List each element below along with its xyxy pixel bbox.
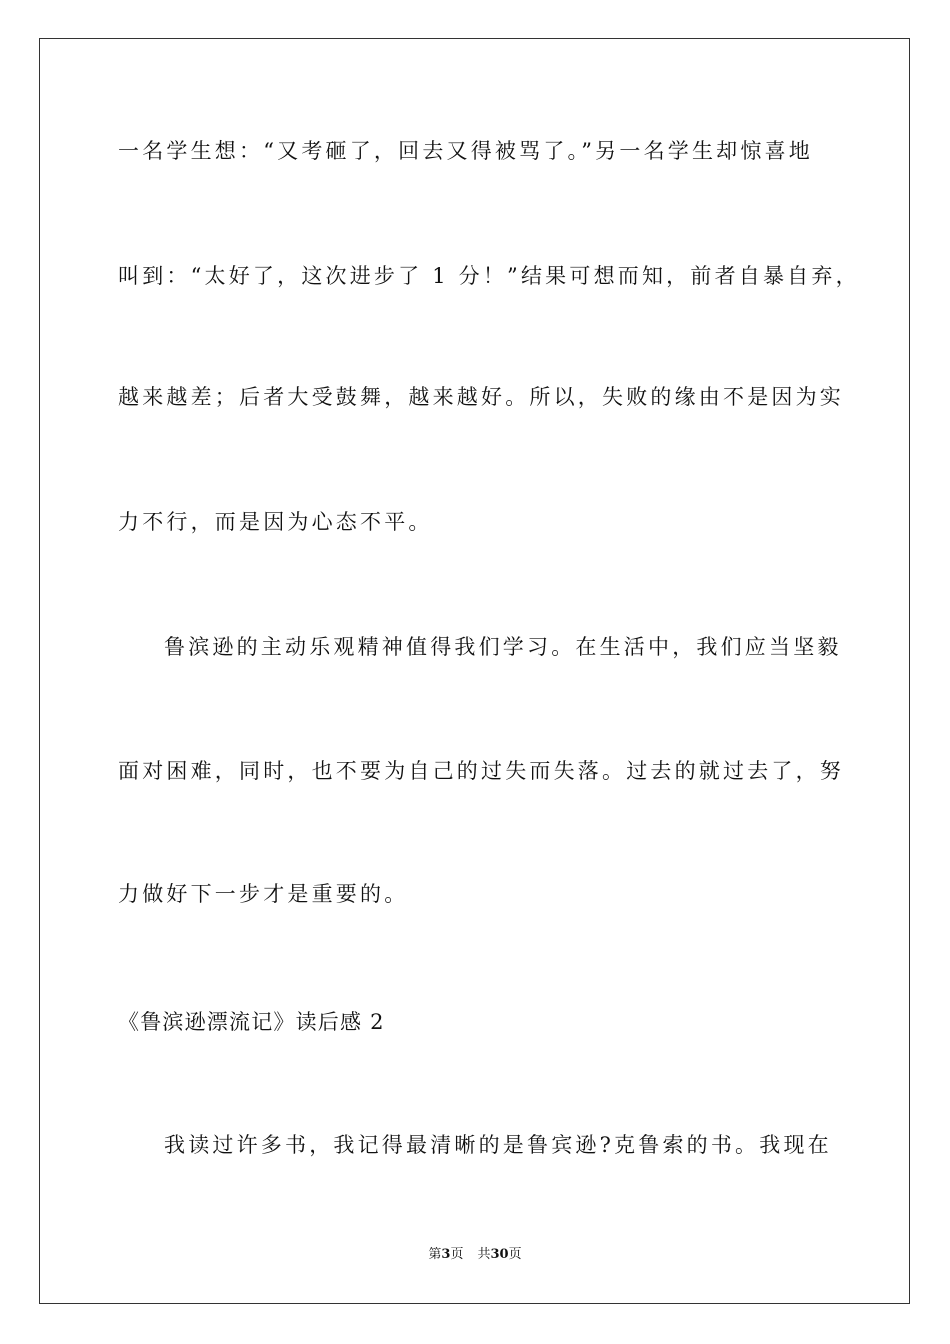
total-suffix: 页 bbox=[508, 1247, 522, 1262]
page-footer bbox=[0, 1246, 950, 1264]
body-text-line: 面对困难，同时，也不要为自己的过失而失落。过去的就过去了，努 bbox=[118, 759, 844, 783]
total-pages: 30 bbox=[490, 1247, 509, 1262]
body-text-line: 一名学生想：“又考砸了，回去又得被骂了。”另一名学生却惊喜地 bbox=[118, 139, 813, 163]
section-heading: 《鲁滨逊漂流记》读后感 2 bbox=[118, 1010, 385, 1034]
page-number: 3 bbox=[441, 1247, 451, 1262]
paragraph-first-line: 我读过许多书，我记得最清晰的是鲁宾逊?克鲁索的书。我现在 bbox=[164, 1133, 832, 1157]
body-text-line: 力做好下一步才是重要的。 bbox=[118, 882, 409, 906]
page-prefix: 第 bbox=[428, 1247, 442, 1262]
total-prefix: 共 bbox=[477, 1247, 491, 1262]
page-border bbox=[39, 38, 910, 1304]
body-text-line: 越来越差；后者大受鼓舞，越来越好。所以，失败的缘由不是因为实 bbox=[118, 385, 844, 409]
body-text-line: 力不行，而是因为心态不平。 bbox=[118, 510, 433, 534]
page-suffix: 页 bbox=[450, 1247, 464, 1262]
body-text-line: 叫到：“太好了，这次进步了 1 分！”结果可想而知，前者自暴自弃， bbox=[118, 264, 860, 288]
paragraph-first-line: 鲁滨逊的主动乐观精神值得我们学习。在生活中，我们应当坚毅 bbox=[164, 635, 842, 659]
